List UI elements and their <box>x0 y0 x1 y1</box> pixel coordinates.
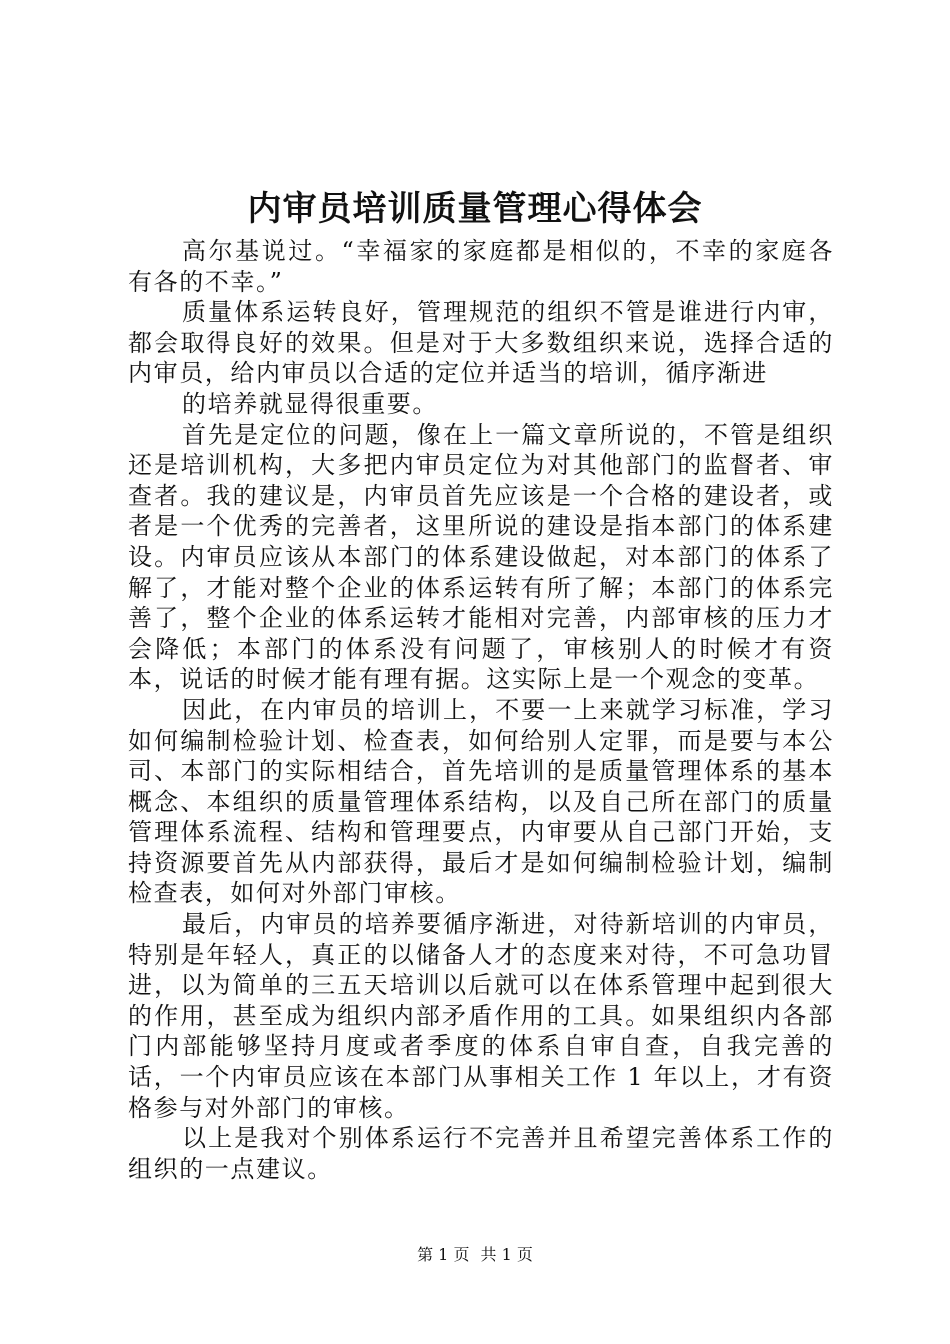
paragraph-quote: 高尔基说过。“幸福家的家庭都是相似的，不幸的家庭各有各的不幸。” <box>128 237 834 296</box>
paragraph-intro: 质量体系运转良好，管理规范的组织不管是谁进行内审，都会取得良好的效果。但是对于大多数组织来说，选择合适的内审员，给内审员以合适的定位并适当的培训，循序渐进 <box>128 298 834 388</box>
paragraph-positioning: 首先是定位的问题，像在上一篇文章所说的，不管是组织还是培训机构，大多把内审员定位为对其他部门的监督者、审查者。我的建议是，内审员首先应该是一个合格的建设者，或者是一个优秀的完善者，这里所说的建设是指本部门的体系建设。内审员应该从本部门的体系建设做起，对本部门的体系了解了，才能对整个企业的体系运转有所了解；本部门的体系完善了，整个企业的体系运转才能相对完善，内部审核的压力才会降低；本部门的体系没有问题了，审核别人的时候才有资本，说话的时候才能有理有据。这实际上是一个观念的变革。 <box>128 420 834 694</box>
paragraph-conclusion: 以上是我对个别体系运行不完善并且希望完善体系工作的组织的一点建议。 <box>128 1124 834 1183</box>
page-footer <box>0 1244 950 1266</box>
paragraph-cultivation: 最后，内审员的培养要循序渐进，对待新培训的内审员，特别是年轻人，真正的以储备人才的态度来对待，不可急功冒进，以为简单的三五天培训以后就可以在体系管理中起到很大的作用，甚至成为组织内部矛盾作用的工具。如果组织内各部门内部能够坚持月度或者季度的体系自审自查，自我完善的话，一个内审员应该在本部门从事相关工作 1 年以上，才有资格参与对外部门的审核。 <box>128 910 834 1122</box>
page-total: 共 1 页 <box>480 1245 533 1264</box>
document-title: 内审员培训质量管理心得体会 <box>247 189 703 229</box>
page-number: 第 1 页 <box>417 1245 470 1264</box>
paragraph-training: 因此，在内审员的培训上，不要一上来就学习标准，学习如何编制检验计划、检查表，如何给别人定罪，而是要与本公司、本部门的实际相结合，首先培训的是质量管理体系的基本概念、本组织的质量管理体系结构，以及自己所在部门的质量管理体系流程、结构和管理要点，内审要从自己部门开始，支持资源要首先从内部获得，最后才是如何编制检验计划，编制检查表，如何对外部门审核。 <box>128 695 834 908</box>
document-body <box>128 236 834 1184</box>
paragraph-intro-continued: 的培养就显得很重要。 <box>182 389 438 418</box>
